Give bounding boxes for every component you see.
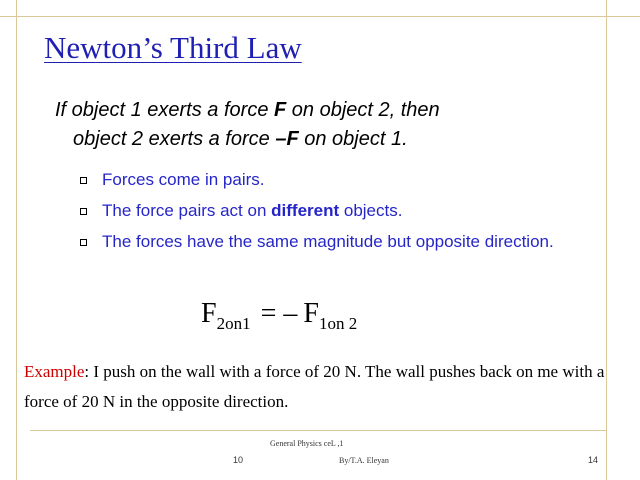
bullet-emphasis: different [271,201,340,220]
third-law-equation [201,298,357,334]
example-paragraph [24,357,609,417]
equation-operator: = – [260,298,298,329]
slide-title: Newton’s Third Law [44,30,302,65]
law-statement-line-2 [55,125,595,154]
law-statement-line-1 [55,96,595,125]
equation-rhs-subscript: 1on 2 [318,314,358,333]
square-bullet-icon [80,239,87,246]
frame-top-line [0,16,640,17]
statement-text: If object 1 exerts a force [55,99,274,121]
statement-text: object 2 exerts a force [73,128,276,150]
negative-force-symbol: –F [275,128,299,150]
equation-rhs-symbol: F [303,298,319,329]
statement-text: on object 2, then [286,99,440,121]
footer-course-name: General Physics ceL ,1 [270,439,344,448]
footer-page-number: 14 [588,455,599,465]
example-label: Example [24,362,85,381]
example-text: : I push on the wall with a force of 20 N. The wall pushes back on me with a force of 20 N in the opposite direction. [24,362,605,411]
equation-lhs-subscript: 2on1 [216,314,251,333]
frame-bottom-line [30,430,606,431]
bullet-text: Forces come in pairs. [102,170,265,189]
frame-left-line [16,0,17,480]
footer-author: By/T.A. Eleyan [339,456,389,465]
bullet-text: objects. [339,201,403,220]
bullet-list [80,168,580,261]
bullet-item [80,199,580,223]
equation-lhs-symbol: F [201,298,217,329]
bullet-text: The force pairs act on [102,201,272,220]
bullet-text: The forces have the same magnitude but opposite direction. [102,232,554,251]
bullet-item [80,230,580,254]
square-bullet-icon [80,208,87,215]
bullet-item [80,168,580,192]
footer-left-number: 10 [233,455,244,465]
square-bullet-icon [80,177,87,184]
force-symbol: F [274,99,287,121]
law-statement [55,96,595,154]
statement-text: on object 1. [298,128,408,150]
